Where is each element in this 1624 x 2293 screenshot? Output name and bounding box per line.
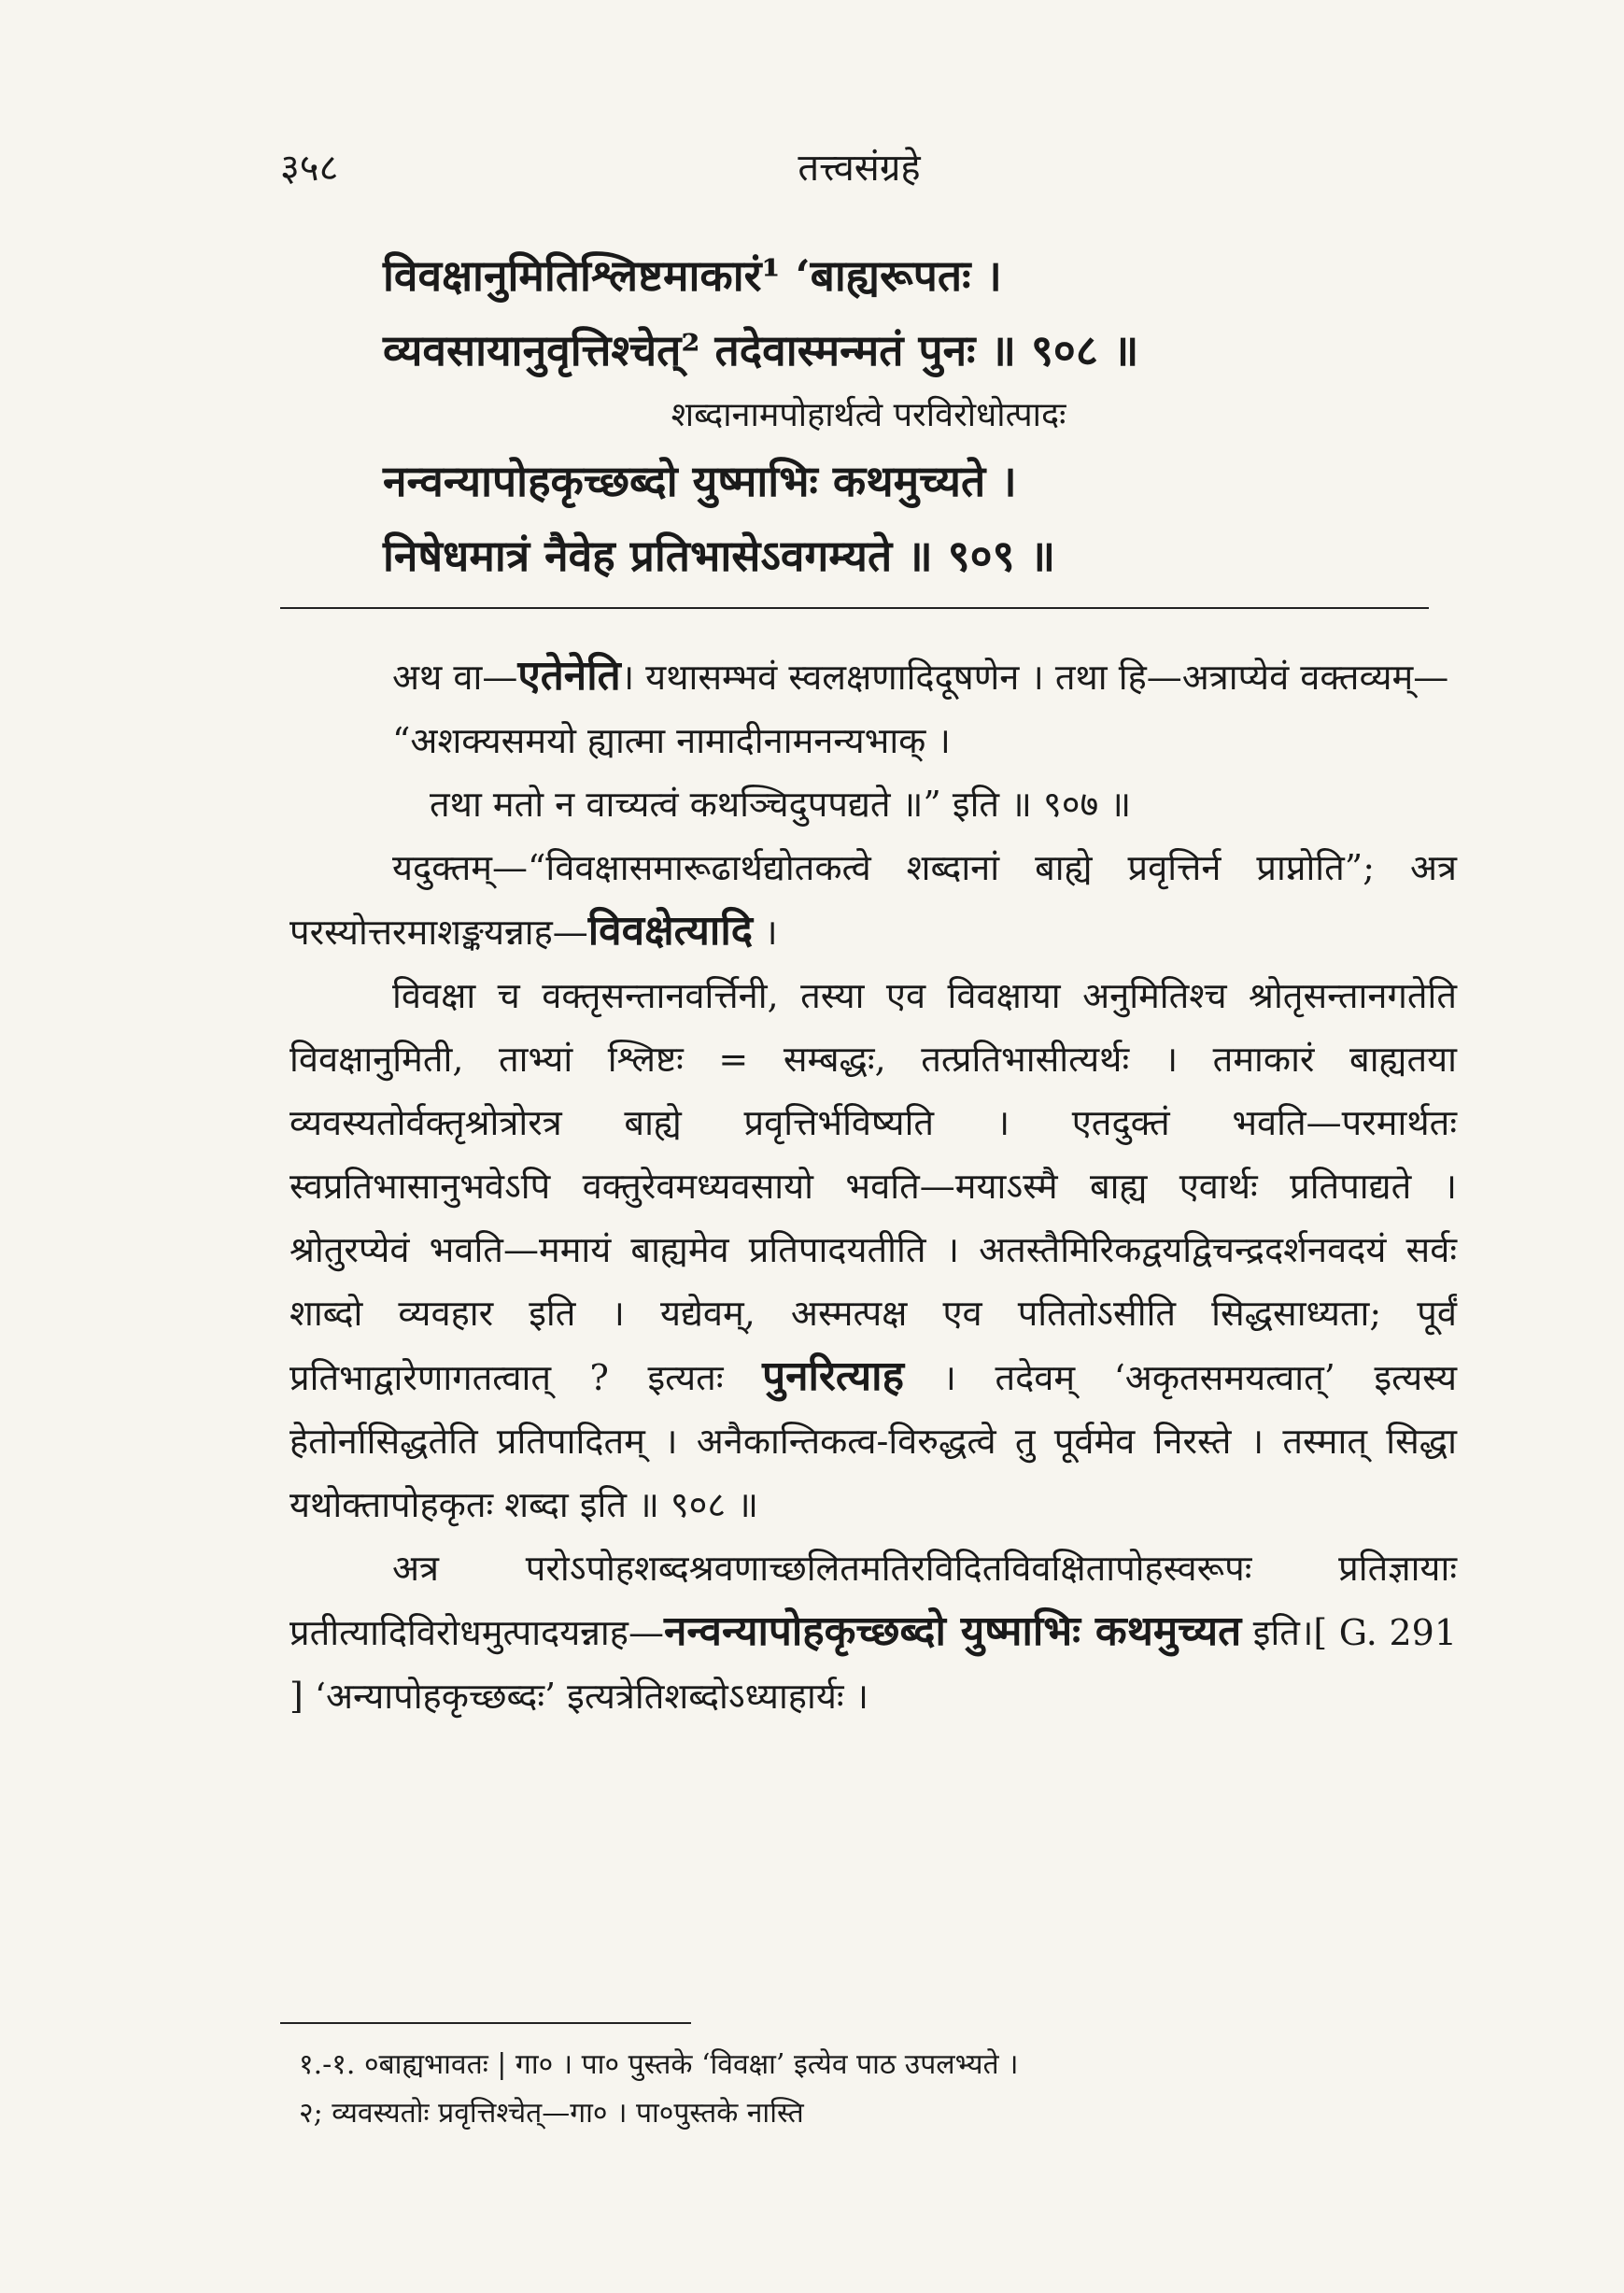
verse-line: नन्वन्यापोहकृच्छब्दो युष्माभिः कथमुच्यते ।	[383, 456, 1017, 506]
commentary-text: । यथासम्भवं स्वलक्षणादिदूषणेन । तथा हि—अत्राप्येवं वक्तव्यम्—	[620, 657, 1449, 698]
pratika-text: विवक्षेत्यादि	[587, 907, 754, 955]
running-title: तत्त्वसंग्रहे	[798, 147, 921, 190]
commentary-paragraph	[289, 964, 1457, 1536]
commentary-text: ।	[764, 912, 778, 953]
page-header	[280, 140, 1438, 196]
footnote: २; व्यवस्यतोः प्रवृत्तिश्चेत्—गा० । पा०पुस्तके नास्ति	[299, 2097, 804, 2130]
pratika-text: नन्वन्यापोहकृच्छब्दो युष्माभिः कथमुच्यत	[663, 1607, 1242, 1655]
pratika-text: एतेनेति	[517, 652, 621, 700]
verse-line: विवक्षानुमितिश्लिष्टमाकारं¹ ‘बाह्यरूपतः ।	[383, 250, 1002, 301]
verse-block	[383, 238, 1410, 593]
commentary-text: विवक्षा च वक्तृसन्तानवर्त्तिनी, तस्या एव विवक्षाया अनुमितिश्च श्रोतृसन्तानगतेति विवक्षानुमिती, ताभ्यां श्लिष्टः = सम्बद्धः, तत्प्रतिभासीत्यर्थः । तमाकारं बाह्यतया व्यवस्यतोर्वक्तृश्रोत्रोरत्र बाह्ये प्रवृत्तिर्भविष्यति । एतदुक्तं भवति—परमार्थतः स्वप्रतिभासानुभवेऽपि वक्तुरेवमध्यवसायो भवति—मयाऽस्मै बाह्य एवार्थः प्रतिपाद्यते । श्रोतुरप्येवं भवति—ममायं बाह्यमेव प्रतिपादयतीति । अतस्तैमिरिकद्वयद्विचन्द्रदर्शनवदयं सर्वः शाब्दो व्यवहार इति । यद्येवम्, अस्मत्पक्ष एव पतितोऽसीति सिद्धसाध्यता; पूर्वं प्रतिभाद्वारेणागतत्वात् ? इत्यतः	[289, 975, 1457, 1398]
footnote: १.-१. ०बाह्यभावतः | गा० । पा० पुस्तके ‘विवक्षा’ इत्येव पाठ उपलभ्यते ।	[299, 2048, 1019, 2081]
footnote-rule	[280, 2022, 691, 2024]
pratika-text: पुनरित्याह	[762, 1352, 904, 1400]
footnotes	[299, 2041, 1419, 2138]
commentary-paragraph	[289, 836, 1457, 964]
commentary-block	[289, 644, 1457, 1728]
verse-line: निषेधमात्रं नैवेह प्रतिभासेऽवगम्यते ॥ ९०९ ॥	[383, 531, 1056, 581]
section-heading: शब्दानामपोहार्थत्वे परविरोधोत्पादः	[671, 396, 1066, 434]
divider-rule	[280, 607, 1429, 609]
commentary-text: । तदेवम् ‘अकृतसमयत्वात्’ इत्यस्य हेतोर्नासिद्धतेति प्रतिपादितम् । अनैकान्तिकत्व-विरुद्धत्वे तु पूर्वमेव निरस्ते । तस्मात् सिद्धा यथोक्तापोहकृतः शब्दा इति ॥ ९०८ ॥	[289, 1357, 1457, 1525]
verse-line: व्यवसायानुवृत्तिश्चेत्² तदेवास्मन्मतं पुनः ॥ ९०८ ॥	[383, 325, 1139, 375]
commentary-paragraph	[289, 1536, 1457, 1728]
commentary-text: इति।[ G. 291 ] ‘अन्यापोहकृच्छब्दः’ इत्यत्रेतिशब्दोऽध्याहार्यः ।	[289, 1612, 1457, 1717]
quotation-line: तथा मतो न वाच्यत्वं कथञ्चिदुपपद्यते ॥” इति ॥ ९०७ ॥	[430, 784, 1132, 825]
commentary-paragraph	[289, 644, 1457, 709]
commentary-text: यदुक्तम्—“विवक्षासमारूढार्थद्योतकत्वे शब्दानां बाह्ये प्रवृत्तिर्न प्राप्नोति”; अत्र परस्योत्तरमाशङ्कयन्नाह—	[289, 847, 1457, 953]
commentary-text: अथ वा—	[392, 657, 518, 698]
quotation-line: “अशक्यसमयो ह्यात्मा नामादीनामनन्यभाक् ।	[392, 720, 951, 761]
commentary-text: अत्र परोऽपोहशब्दश्रवणाच्छलितमतिरविदितविवक्षितापोहस्वरूपः प्रतिज्ञायाः प्रतीत्यादिविरोधमुत्पादयन्नाह—	[289, 1548, 1457, 1653]
page-number: ३५८	[280, 147, 339, 190]
